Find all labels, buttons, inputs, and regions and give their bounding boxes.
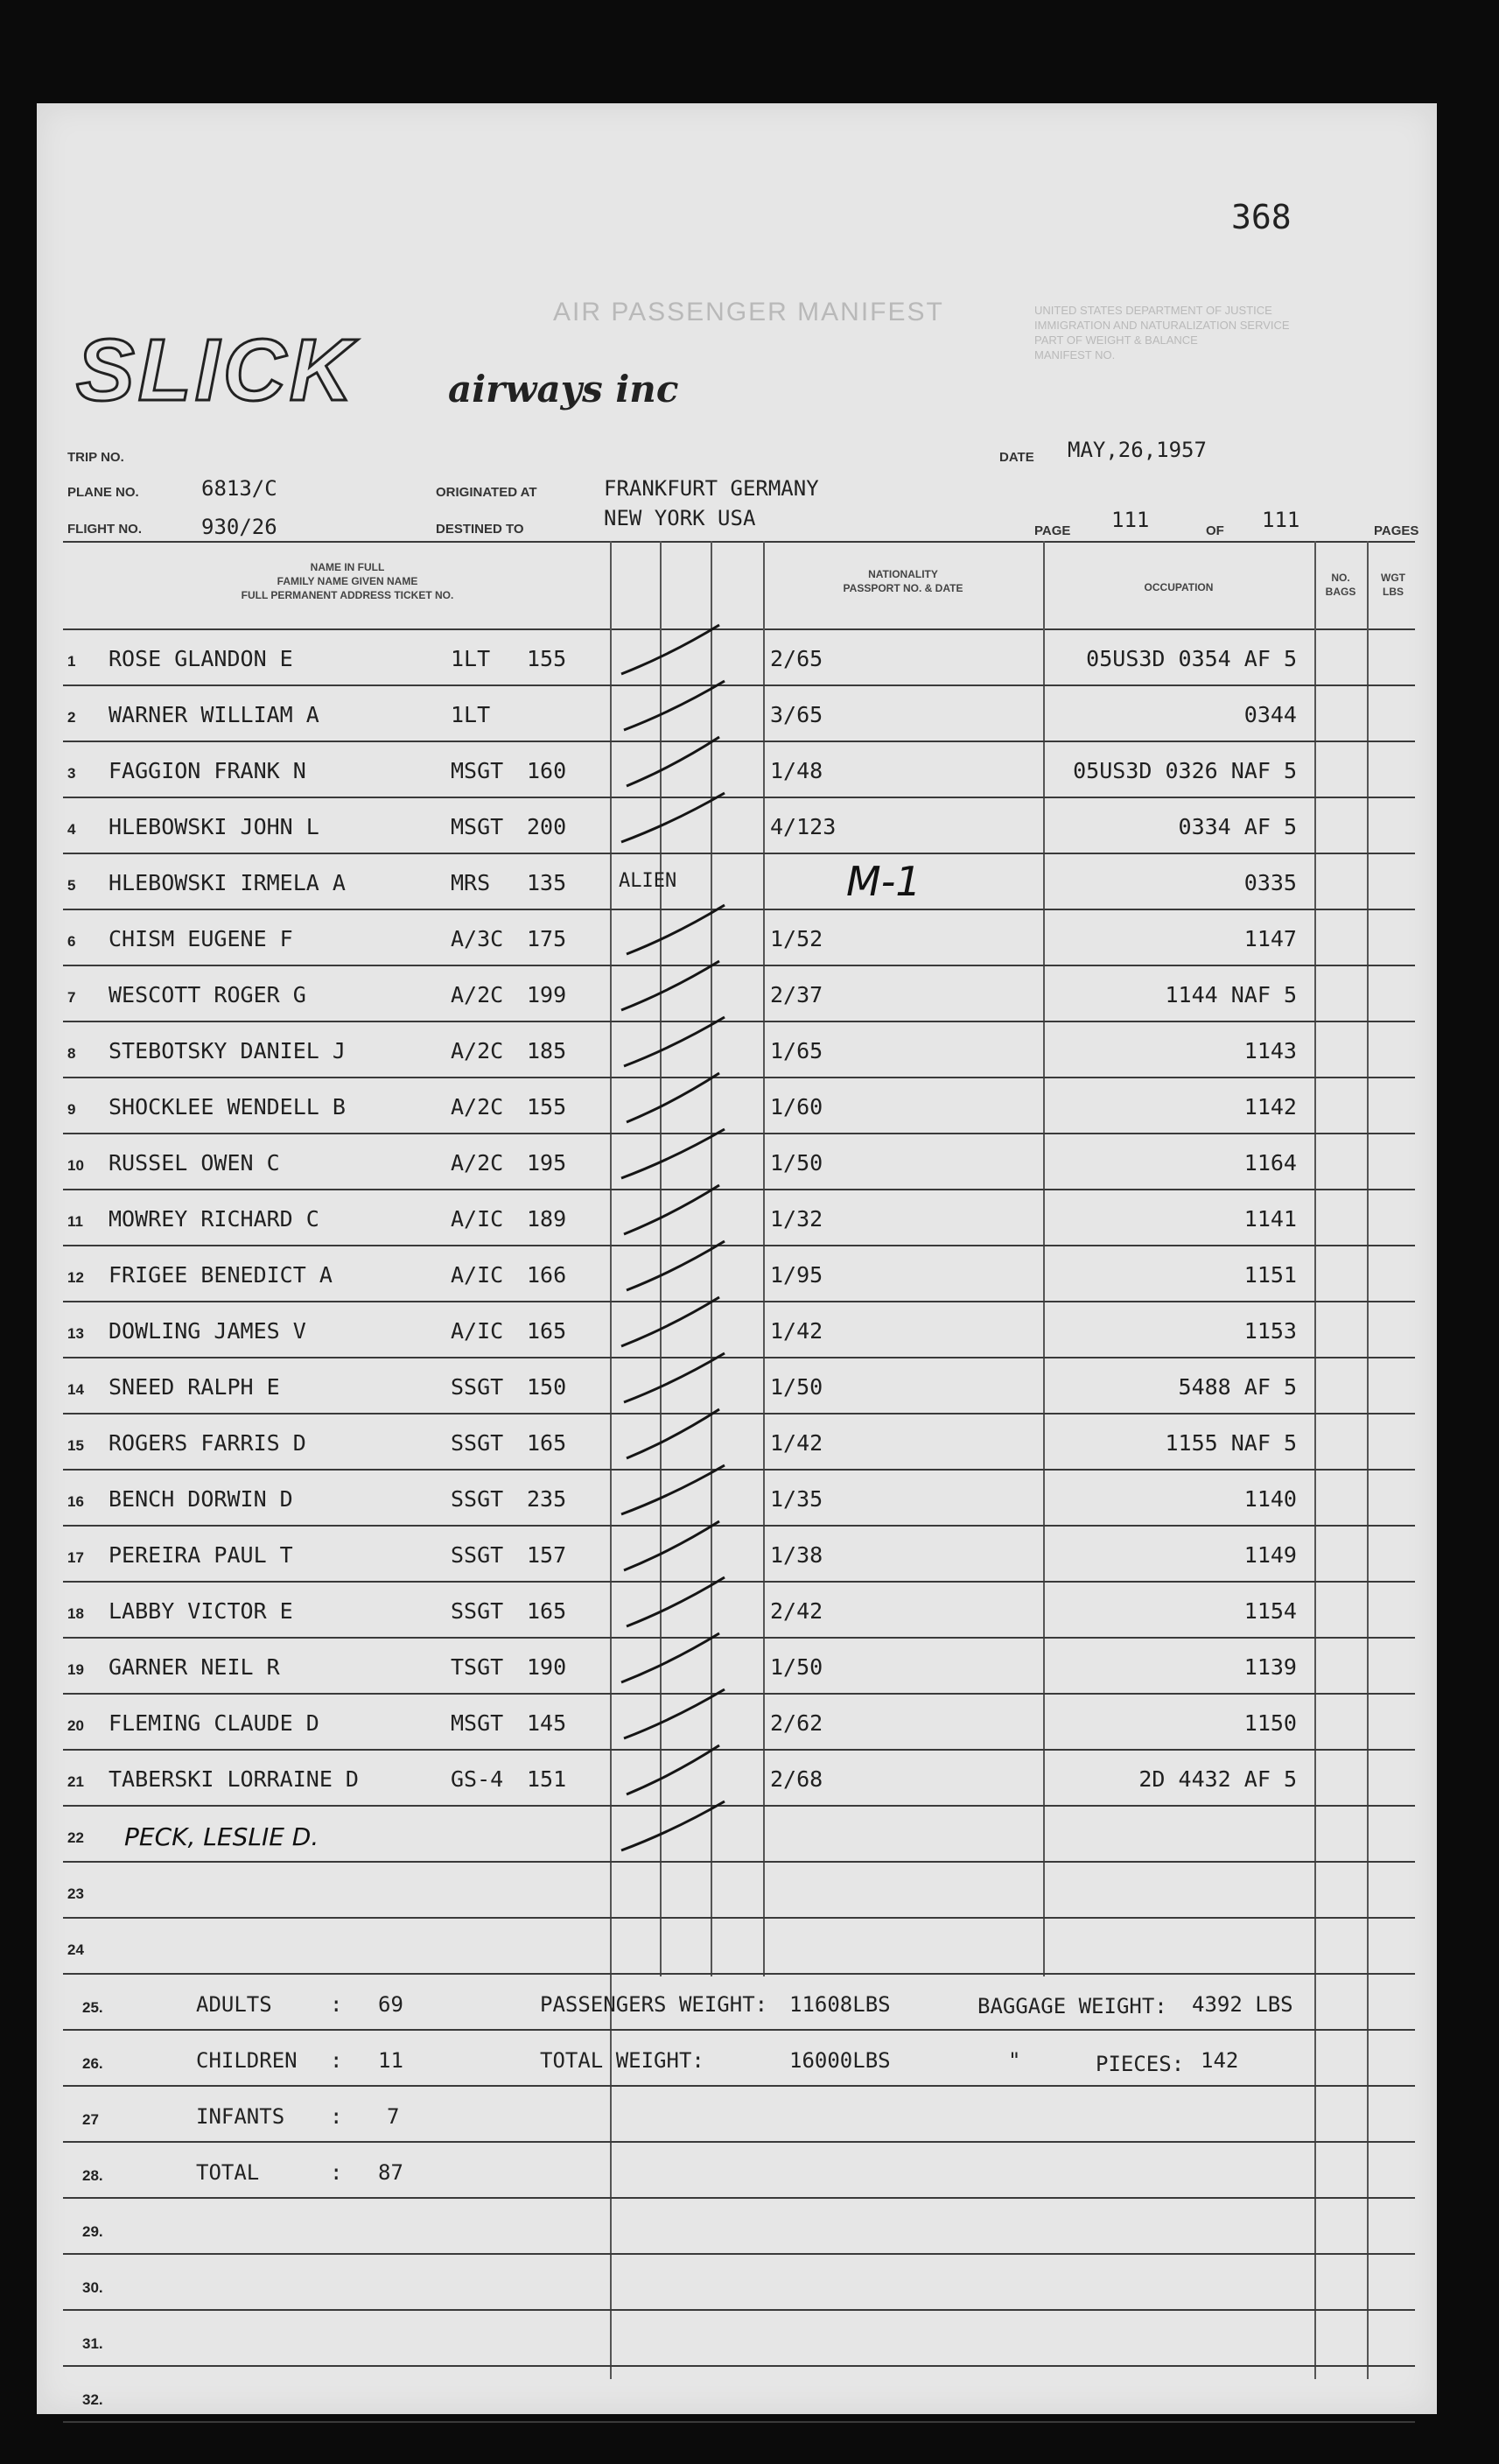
occupation: 05US3D 0354 AF 5 (1086, 646, 1297, 671)
passenger-weight: 200 (527, 814, 567, 839)
passengers-weight-label: PASSENGERS WEIGHT: (540, 1992, 768, 2017)
adults-colon: : (330, 1992, 343, 2017)
passenger-weight: 160 (527, 758, 567, 783)
occupation: 1144 NAF 5 (1165, 982, 1297, 1007)
pieces-value: 142 (1201, 2048, 1239, 2073)
passenger-grade: A/3C (451, 926, 504, 951)
check-mark (621, 1633, 719, 1682)
passenger-weight: 190 (527, 1654, 567, 1680)
row-number: 24 (67, 1941, 84, 1958)
passenger-weight: 175 (527, 926, 567, 951)
passenger-weight: 155 (527, 1094, 567, 1120)
passport-no: 1/50 (770, 1150, 823, 1176)
plane-no-label: PLANE NO. (67, 485, 139, 500)
date-value: MAY,26,1957 (1068, 438, 1207, 462)
occupation: 1140 (1243, 1486, 1297, 1512)
passport-no: 4/123 (770, 814, 837, 839)
row-number: 5 (67, 877, 76, 894)
occupation: 1141 (1243, 1206, 1297, 1232)
ditto-mark: " (1008, 2048, 1021, 2073)
row-number: 19 (67, 1661, 84, 1678)
passenger-name: RUSSEL OWEN C (109, 1150, 280, 1176)
row-number: 17 (67, 1549, 84, 1566)
passenger-grade: TSGT (451, 1654, 504, 1680)
manifest-sheet (37, 103, 1437, 2414)
passenger-grade: A/IC (451, 1318, 504, 1344)
passenger-name: FAGGION FRANK N (109, 758, 306, 783)
plane-no-value: 6813/C (201, 476, 277, 501)
passenger-name: ROSE GLANDON E (109, 646, 293, 671)
passenger-weight: 166 (527, 1262, 567, 1288)
passenger-grade: 1LT (451, 702, 491, 727)
row-number: 4 (67, 821, 76, 838)
row-number: 6 (67, 933, 76, 950)
alien-note: ALIEN (619, 870, 677, 892)
check-mark (621, 961, 719, 1010)
occupation: 5488 AF 5 (1178, 1374, 1297, 1400)
passenger-grade: MSGT (451, 814, 504, 839)
occupation: 2D 4432 AF 5 (1138, 1766, 1297, 1792)
children-colon: : (330, 2048, 343, 2073)
of-label: OF (1206, 523, 1224, 538)
summary-row-number: 32. (82, 2391, 103, 2408)
check-mark (624, 1353, 725, 1402)
summary-row-number: 26. (82, 2055, 103, 2072)
row-number: 9 (67, 1101, 76, 1118)
summary-row-rule (63, 2197, 1415, 2199)
check-mark (621, 1129, 725, 1178)
passenger-grade: A/2C (451, 1094, 504, 1120)
infants-label: INFANTS (196, 2104, 285, 2129)
passenger-weight: 135 (527, 870, 567, 895)
passport-no: 1/65 (770, 1038, 823, 1064)
manifest-title: AIR PASSENGER MANIFEST (553, 298, 944, 326)
pages-label: PAGES (1374, 523, 1419, 538)
occupation: 1142 (1243, 1094, 1297, 1120)
row-number: 14 (67, 1381, 84, 1398)
adults-value: 69 (378, 1992, 403, 2017)
occupation: 0344 (1243, 702, 1297, 727)
row-number: 3 (67, 765, 76, 782)
total-weight-label: TOTAL WEIGHT: (540, 2048, 704, 2073)
passenger-name: SNEED RALPH E (109, 1374, 280, 1400)
flight-no-value: 930/26 (201, 515, 277, 539)
total-weight-value: 16000LBS (789, 2048, 891, 2073)
passenger-grade: 1LT (451, 646, 491, 671)
pieces-label: PIECES: (1096, 2052, 1185, 2076)
summary-row-rule (63, 2029, 1415, 2031)
passenger-name: CHISM EUGENE F (109, 926, 293, 951)
passport-no: 2/68 (770, 1766, 823, 1792)
passenger-grade: SSGT (451, 1374, 504, 1400)
occupation: 0335 (1243, 870, 1297, 895)
passenger-grade: MRS (451, 870, 491, 895)
check-mark (627, 1241, 725, 1290)
passenger-name: FRIGEE BENEDICT A (109, 1262, 333, 1288)
row-number: 8 (67, 1045, 76, 1062)
passenger-name: GARNER NEIL R (109, 1654, 280, 1680)
passport-no: 1/38 (770, 1542, 823, 1568)
infants-colon: : (330, 2104, 343, 2129)
passenger-weight: 150 (527, 1374, 567, 1400)
passenger-grade: A/2C (451, 1150, 504, 1176)
passenger-name: WESCOTT ROGER G (109, 982, 306, 1007)
row-number: 18 (67, 1605, 84, 1622)
passenger-weight: 185 (527, 1038, 567, 1064)
occupation: 1154 (1243, 1598, 1297, 1624)
occupation: 1150 (1243, 1710, 1297, 1736)
passenger-weight: 199 (527, 982, 567, 1007)
occupation: 1151 (1243, 1262, 1297, 1288)
passenger-grade: A/IC (451, 1262, 504, 1288)
passenger-weight: 157 (527, 1542, 567, 1568)
passenger-weight: 165 (527, 1598, 567, 1624)
occupation: 1147 (1243, 926, 1297, 951)
check-mark (621, 625, 719, 674)
passenger-name: ROGERS FARRIS D (109, 1430, 306, 1456)
passenger-name: MOWREY RICHARD C (109, 1206, 319, 1232)
check-mark (621, 1801, 725, 1850)
passport-no: 2/37 (770, 982, 823, 1007)
trip-no-label: TRIP NO. (67, 450, 124, 465)
passenger-grade: MSGT (451, 1710, 504, 1736)
passport-no: 2/42 (770, 1598, 823, 1624)
airline-logo: SLICK (76, 321, 356, 419)
passenger-weight: 235 (527, 1486, 567, 1512)
row-number: 23 (67, 1885, 84, 1902)
passenger-grade: SSGT (451, 1542, 504, 1568)
passenger-grade: SSGT (451, 1430, 504, 1456)
occupation: 1153 (1243, 1318, 1297, 1344)
passenger-name: LABBY VICTOR E (109, 1598, 293, 1624)
children-value: 11 (378, 2048, 403, 2073)
summary-row-rule (63, 2085, 1415, 2087)
of-value: 111 (1262, 508, 1300, 532)
total-colon: : (330, 2160, 343, 2185)
occupation-column-header: OCCUPATION (1144, 581, 1214, 593)
occupation: 1155 NAF 5 (1165, 1430, 1297, 1456)
originated-value: FRANKFURT GERMANY (604, 476, 819, 501)
check-mark (621, 793, 725, 842)
airline-logo-sub: airways inc (448, 368, 679, 411)
check-mark (627, 1409, 719, 1458)
passenger-name: WARNER WILLIAM A (109, 702, 319, 727)
passport-no: 1/50 (770, 1374, 823, 1400)
passenger-name: PECK, LESLIE D. (124, 1822, 319, 1851)
passenger-weight: 151 (527, 1766, 567, 1792)
summary-row-number: 28. (82, 2167, 103, 2184)
check-mark (624, 1689, 725, 1738)
passenger-name: HLEBOWSKI IRMELA A (109, 870, 346, 895)
passport-no: 2/65 (770, 646, 823, 671)
check-mark (621, 1297, 719, 1346)
adults-label: ADULTS (196, 1992, 272, 2017)
page-number: 368 (1231, 198, 1292, 236)
passenger-name: STEBOTSKY DANIEL J (109, 1038, 346, 1064)
passport-no: 1/52 (770, 926, 823, 951)
row-number: 16 (67, 1493, 84, 1510)
summary-row-number: 30. (82, 2279, 103, 2296)
check-mark (624, 1185, 719, 1234)
name-column-header: NAME IN FULL FAMILY NAME GIVEN NAME FULL PERMANENT ADDRESS TICKET NO. (241, 561, 454, 601)
flight-no-label: FLIGHT NO. (67, 522, 142, 537)
check-mark (627, 1073, 719, 1122)
total-value: 87 (378, 2160, 403, 2185)
bags-column-header: NO. BAGS (1325, 572, 1356, 598)
passenger-weight: 195 (527, 1150, 567, 1176)
passport-no: 1/35 (770, 1486, 823, 1512)
passenger-weight: 145 (527, 1710, 567, 1736)
passport-no: 2/62 (770, 1710, 823, 1736)
passenger-name: TABERSKI LORRAINE D (109, 1766, 359, 1792)
summary-row-number: 25. (82, 1999, 103, 2016)
summary-row-number: 31. (82, 2335, 103, 2352)
passenger-weight: 165 (527, 1318, 567, 1344)
row-number: 15 (67, 1437, 84, 1454)
passenger-name: PEREIRA PAUL T (109, 1542, 293, 1568)
passenger-grade: A/IC (451, 1206, 504, 1232)
passenger-name: HLEBOWSKI JOHN L (109, 814, 319, 839)
occupation: 05US3D 0326 NAF 5 (1073, 758, 1297, 783)
page-label: PAGE (1034, 523, 1071, 538)
check-mark (624, 1017, 725, 1066)
check-mark (624, 681, 725, 730)
row-number: 13 (67, 1325, 84, 1342)
passenger-grade: GS-4 (451, 1766, 504, 1792)
passenger-name: BENCH DORWIN D (109, 1486, 293, 1512)
summary-row-rule (63, 2309, 1415, 2311)
occupation: 1164 (1243, 1150, 1297, 1176)
originated-label: ORIGINATED AT (436, 485, 537, 500)
summary-row-rule (63, 2421, 1415, 2423)
summary-row-number: 27 (82, 2111, 99, 2128)
passenger-weight: 165 (527, 1430, 567, 1456)
row-number: 2 (67, 709, 76, 726)
handwritten-note: M-1 (846, 858, 921, 905)
wgt-column-header: WGT LBS (1381, 572, 1405, 598)
page-value: 111 (1111, 508, 1150, 532)
passport-no: 1/32 (770, 1206, 823, 1232)
passenger-grade: A/2C (451, 982, 504, 1007)
total-label: TOTAL (196, 2160, 260, 2185)
passenger-weight: 155 (527, 646, 567, 671)
occupation: 1149 (1243, 1542, 1297, 1568)
passenger-name: SHOCKLEE WENDELL B (109, 1094, 346, 1120)
passport-no: 1/42 (770, 1318, 823, 1344)
passenger-weight: 189 (527, 1206, 567, 1232)
occupation: 1139 (1243, 1654, 1297, 1680)
row-number: 10 (67, 1157, 84, 1174)
row-number: 11 (67, 1213, 83, 1230)
occupation: 1143 (1243, 1038, 1297, 1064)
row-number: 21 (67, 1773, 84, 1790)
nationality-column-header: NATIONALITY PASSPORT NO. & DATE (843, 568, 963, 594)
row-number: 20 (67, 1717, 84, 1734)
passenger-grade: MSGT (451, 758, 504, 783)
summary-row-rule (63, 2141, 1415, 2143)
check-mark (627, 1577, 725, 1626)
passenger-name: DOWLING JAMES V (109, 1318, 306, 1344)
baggage-weight-label: BAGGAGE WEIGHT: (977, 1994, 1167, 2018)
check-mark (627, 905, 725, 954)
row-number: 12 (67, 1269, 84, 1286)
passengers-weight-value: 11608LBS (789, 1992, 891, 2017)
row-number: 7 (67, 989, 76, 1006)
passport-no: 1/42 (770, 1430, 823, 1456)
passport-no: 1/48 (770, 758, 823, 783)
baggage-weight-value: 4392 LBS (1192, 1992, 1293, 2017)
check-mark (621, 1465, 725, 1514)
check-mark (624, 1521, 719, 1570)
passport-no: 1/50 (770, 1654, 823, 1680)
passport-no: 3/65 (770, 702, 823, 727)
passport-no: 1/60 (770, 1094, 823, 1120)
date-label: DATE (999, 450, 1034, 465)
destined-value: NEW YORK USA (604, 506, 756, 530)
immigration-stamp: UNITED STATES DEPARTMENT OF JUSTICE IMMIGRATION AND NATURALIZATION SERVICE PART OF WEIGHT & BALANCE MANIFEST NO. (1034, 304, 1290, 362)
passport-no: 1/95 (770, 1262, 823, 1288)
row-number: 22 (67, 1829, 84, 1846)
check-mark (627, 1745, 719, 1794)
summary-row-number: 29. (82, 2223, 103, 2240)
summary-row-rule (63, 2365, 1415, 2367)
destined-label: DESTINED TO (436, 522, 524, 537)
check-mark (627, 737, 719, 786)
passenger-grade: A/2C (451, 1038, 504, 1064)
infants-value: 7 (387, 2104, 400, 2129)
passenger-grade: SSGT (451, 1486, 504, 1512)
row-number: 1 (67, 653, 76, 670)
occupation: 0334 AF 5 (1178, 814, 1297, 839)
children-label: CHILDREN (196, 2048, 298, 2073)
passenger-name: FLEMING CLAUDE D (109, 1710, 319, 1736)
passenger-grade: SSGT (451, 1598, 504, 1624)
summary-row-rule (63, 2253, 1415, 2255)
